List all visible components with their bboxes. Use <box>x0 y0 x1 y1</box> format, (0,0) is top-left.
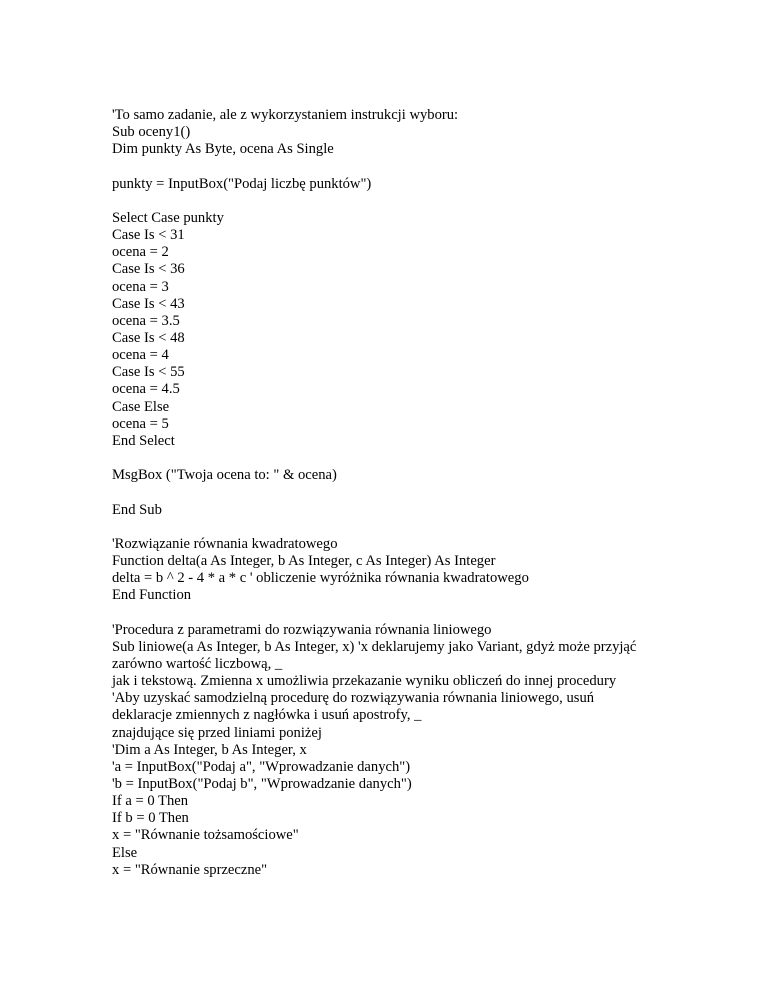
code-listing <box>112 107 672 879</box>
code-line: Case Is < 31 <box>112 227 185 244</box>
code-line: 'Rozwiązanie równania kwadratowego <box>112 535 338 552</box>
code-line: ocena = 3 <box>112 278 169 295</box>
code-line: Select Case punkty <box>112 209 224 226</box>
code-line: If b = 0 Then <box>112 810 189 827</box>
code-line <box>112 604 672 621</box>
code-line: End Select <box>112 432 175 449</box>
code-line: 'To samo zadanie, ale z wykorzystaniem instrukcji wyboru: <box>112 107 459 123</box>
code-line: Sub liniowe(a As Integer, b As Integer, x) 'x deklarujemy jako Variant, gdyż może przyjąć <box>112 638 637 655</box>
code-line: x = "Równanie tożsamościowe" <box>112 827 299 844</box>
code-line: End Sub <box>112 501 162 518</box>
code-line: delta = b ^ 2 - 4 * a * c ' obliczenie wyróżnika równania kwadratowego <box>112 570 529 587</box>
code-line: 'Aby uzyskać samodzielną procedurę do rozwiązywania równania liniowego, usuń <box>112 690 595 707</box>
code-line: 'a = InputBox("Podaj a", "Wprowadzanie danych") <box>112 758 411 775</box>
code-line: Case Is < 36 <box>112 261 185 278</box>
code-line <box>112 519 672 536</box>
code-line <box>112 450 672 467</box>
code-line: ocena = 2 <box>112 244 169 261</box>
code-line: 'Procedura z parametrami do rozwiązywania równania liniowego <box>112 621 492 638</box>
code-line: ocena = 5 <box>112 415 169 432</box>
code-line: 'b = InputBox("Podaj b", "Wprowadzanie danych") <box>112 776 412 792</box>
code-line: Case Else <box>112 398 170 415</box>
code-line: Dim punkty As Byte, ocena As Single <box>112 141 334 158</box>
code-line: End Function <box>112 587 192 604</box>
code-line: ocena = 4.5 <box>112 381 180 398</box>
code-line: Case Is < 43 <box>112 295 185 312</box>
code-line: Function delta(a As Integer, b As Integer, c As Integer) As Integer <box>112 552 496 569</box>
code-line: znajdujące się przed liniami poniżej <box>112 724 322 741</box>
code-line: MsgBox ("Twoja ocena to: " & ocena) <box>112 467 337 484</box>
code-line: ocena = 3.5 <box>112 312 180 329</box>
code-line: If a = 0 Then <box>112 793 189 810</box>
code-line: ocena = 4 <box>112 347 169 364</box>
code-line: punkty = InputBox("Podaj liczbę punktów") <box>112 175 372 192</box>
code-line <box>112 193 672 210</box>
code-line: 'Dim a As Integer, b As Integer, x <box>112 741 307 758</box>
code-line: Else <box>112 844 138 861</box>
code-line: jak i tekstową. Zmienna x umożliwia przekazanie wyniku obliczeń do innej procedury <box>112 673 617 690</box>
code-line: zarówno wartość liczbową, _ <box>112 655 283 672</box>
code-line: deklaracje zmiennych z nagłówka i usuń apostrofy, _ <box>112 707 422 724</box>
code-line: Case Is < 48 <box>112 330 185 346</box>
code-line: Case Is < 55 <box>112 364 185 381</box>
code-line: x = "Równanie sprzeczne" <box>112 861 268 878</box>
code-line: Sub oceny1() <box>112 124 191 141</box>
code-line <box>112 484 672 501</box>
code-line <box>112 158 672 175</box>
